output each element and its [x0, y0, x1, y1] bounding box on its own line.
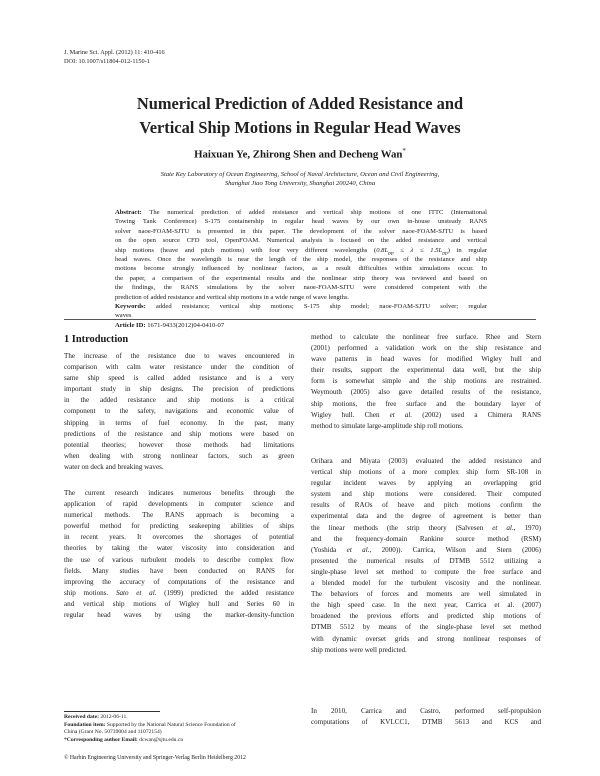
abstract-line: head waves. Once the wavelength is near the length of the ship model, the responses of the resistance and ship — [115, 255, 487, 263]
text-line: The behaviors of forces and moments are well simulated in — [311, 590, 541, 599]
text-line: powerful method for predicting seakeeping abilities of ships — [64, 522, 294, 531]
text-line: (2001) performed a validation work on the ship resistance and — [311, 344, 541, 353]
text-line: Weymouth (2005) also gave detailed results of the resistance, — [311, 388, 541, 397]
text-line: when dealing with strong nonlinear factors, such as green — [64, 451, 294, 460]
text-line: single-phase level set method to compute the free surface and — [311, 567, 541, 576]
wavelength-formula: $0.8L_{pp} \le \lambda \le 1.5L_{pp}$ — [376, 246, 448, 255]
text-line: theories by taking the water viscosity into consideration and — [64, 544, 294, 553]
text-line: vertical ship motions of a more complex ship form SR-108 in — [311, 468, 541, 477]
text-line: in the added resistance and ship motions is a critical — [64, 396, 294, 405]
abstract-line: Abstract: The numerical prediction of added resistance and vertical ship motions of one ITTC (International — [115, 209, 487, 216]
text-line: same ship speed is called added resistance and is a very — [64, 374, 294, 383]
abstract-block — [115, 208, 487, 330]
affiliation-line-2: Shanghai Jiao Tong University, Shanghai 200240, China — [224, 180, 376, 188]
abstract-line-formula: ship motions (heave and pitch motions) with four very different wavelengths $(0.8L_{pp} \le \lambda \le 1.5L_{pp})$ in regular — [115, 246, 487, 255]
left-column-para-2 — [64, 488, 294, 621]
text-line: regular incident waves by applying an overlapping grid — [311, 479, 541, 488]
affiliation-line-1: State Key Laboratory of Ocean Engineering, School of Naval Architecture, Ocean and Civil Engineering, — [160, 171, 440, 178]
corresponding-mark: * — [402, 147, 406, 155]
text-line: and vertical ship motions of Wigley hull and Series 60 in — [64, 599, 294, 608]
title-line-2: Vertical Ship Motions in Regular Head Waves — [139, 117, 461, 137]
text-line: predictions of the resistance and ship motions were based on — [64, 429, 294, 438]
text-line: important study in ship designs. The precision of predictions — [64, 385, 294, 394]
article-id-label: Article ID: — [115, 321, 146, 329]
text-line: results of RAOs of heave and pitch motions confirm the — [311, 501, 541, 510]
text-line: method to simulate large-amplitude ship roll motions. — [311, 421, 464, 430]
title-line-1: Numerical Prediction of Added Resistance and — [136, 94, 464, 113]
text-line: system and ship motions were considered. Their computed — [311, 490, 541, 499]
abstract-line: prediction of added resistance and vertical ship motions in a wide range of wave lengths. — [115, 293, 350, 301]
right-column-para-2 — [311, 456, 541, 656]
paper-title — [60, 92, 540, 139]
text-line: component to the safety, navigations and economic value of — [64, 407, 294, 416]
corresponding-author: *Corresponding author Email: dcwan@sjtu.edu.cn — [64, 736, 184, 743]
text-line: presented the numerical results of DTMB 5512 utilizing a — [311, 556, 541, 565]
text-line: computations of KVLCC1, DTMB 5613 and KCS and — [311, 718, 541, 727]
text-line: fields. Many studies have been conducted on RANS for — [64, 566, 294, 575]
footnote-rule — [64, 711, 160, 712]
right-column-para-3 — [311, 706, 541, 728]
text-line: in recent years. It overcomes the shortages of potential — [64, 533, 294, 542]
text-line: numerical methods. The RANS approach is becoming a — [64, 511, 294, 520]
abstract-line: solver naoe-FOAM-SJTU is presented in this paper. The development of the solver naoe-FOAM-SJTU is based — [115, 227, 487, 235]
affiliation — [90, 170, 510, 188]
text-line: comparison with calm water resistance under the condition of — [64, 363, 294, 372]
journal-doi: DOI: 10.1007/s11804-012-1150-1 — [64, 57, 150, 65]
keywords-line: waves — [115, 312, 132, 320]
text-line: ship motions. Sato et al. (1999) predicted the added resistance — [64, 588, 294, 597]
text-line: application of rapid developments in computer science and — [64, 500, 294, 509]
keywords-label: Keywords: — [115, 302, 146, 310]
text-line: shipping in terms of fuel economy. In the past, many — [64, 418, 294, 427]
left-column-para-1 — [64, 351, 294, 473]
abstract-separator — [64, 319, 536, 320]
text-line: experimental data and the degree of agreement is better than — [311, 512, 541, 521]
text-line: The increase of the resistance due to waves encountered in — [64, 352, 294, 360]
copyright-notice: © Harbin Engineering University and Springer-Verlag Berlin Heidelberg 2012 — [64, 755, 246, 761]
text-line: potential theories; however those methods had limitations — [64, 440, 294, 449]
article-id-line: Article ID: 1671-9433(2012)04-0410-07 — [115, 321, 225, 329]
journal-header — [64, 49, 165, 66]
author-list — [60, 147, 540, 161]
text-line: ship motions, the free surface and the boundary layer of — [311, 399, 541, 408]
abstract-line: the paper, a comparison of the experimental results and the nonlinear strip theory was reviewed and based on — [115, 274, 487, 282]
text-line: (Yoshida et al., 2000)). Carrica, Wilson and Stern (2006) — [311, 545, 541, 554]
footnote — [64, 714, 300, 744]
right-column-para-1 — [311, 332, 541, 432]
abstract-line: on the open source CFD tool, OpenFOAM. Numerical analysis is focused on the added resistance and vertical — [115, 237, 487, 245]
author-names: Haixuan Ye, Zhirong Shen and Decheng Wan — [194, 148, 403, 161]
keywords-line: Keywords: added resistance; vertical ship motions; S-175 ship model; naoe-FOAM-SJTU solver; regular — [115, 302, 487, 310]
text-line: ship motions were well predicted. — [311, 645, 407, 654]
text-line: the linear methods (the strip theory (Salvesen et al., 1970) — [311, 523, 541, 532]
text-line: a blended model for the turbulent viscosity and the nonlinear. — [311, 579, 541, 588]
text-line: DTMB 5512 by means of the single-phase level set method — [311, 623, 541, 632]
abstract-line: motions become strongly influenced by nonlinear factors, as a result difficulties within simulations occur. In — [115, 265, 487, 273]
text-line: method to calculate the nonlinear free surface. Rhee and Stern — [311, 333, 541, 341]
text-line: wave patterns in head waves for modified Wigley hull and — [311, 355, 541, 364]
text-line: water on deck and breaking waves. — [64, 462, 164, 471]
text-line: broadened the previous efforts and predicted ship motions of — [311, 612, 541, 621]
foundation-item-cont: China (Grant No. 50739004 and 11072154) — [64, 729, 162, 735]
text-line: the use of various turbulent models to describe complex flow — [64, 555, 294, 564]
text-line: In 2010, Carrica and Castro, performed self-propulsion — [311, 707, 541, 715]
text-line: Wigley hull. Chen et al. (2002) used a Chimera RANS — [311, 410, 541, 419]
section-heading: 1 Introduction — [64, 334, 129, 345]
received-date: Received date: 2012-06-11. — [64, 714, 128, 720]
abstract-label: Abstract: — [115, 209, 142, 216]
journal-citation: J. Marine Sci. Appl. (2012) 11: 410-416 — [64, 49, 165, 56]
text-line: and the frequency-domain Rankine source method (RSM) — [311, 534, 541, 543]
text-line: their results, support the experimental data well, but the ship — [311, 366, 541, 375]
text-line: the high speed case. In the next year, Carrica et al. (2007) — [311, 601, 541, 610]
text-line: regular head waves by using the marker-density-function — [64, 611, 294, 620]
abstract-line: the findings, the RANS simulations by the solver naoe-FOAM-SJTU were considered competent with the — [115, 284, 487, 292]
foundation-item: Foundation item: Supported by the National Natural Science Foundation of — [64, 721, 236, 728]
text-line: improving the accuracy of computations of the resistance and — [64, 577, 294, 586]
text-line: form is somewhat simple and the ship motions are restrained. — [311, 377, 541, 386]
abstract-line: Towing Tank Conference) S-175 containership in regular head waves by our own in-house unsteady RANS — [115, 218, 487, 226]
text-line: The current research indicates numerous benefits through the — [64, 489, 294, 497]
text-line: with dynamic overset grids and strong nonlinear responses of — [311, 634, 541, 643]
text-line: Orihara and Miyata (2003) evaluated the added resistance and — [311, 457, 541, 465]
